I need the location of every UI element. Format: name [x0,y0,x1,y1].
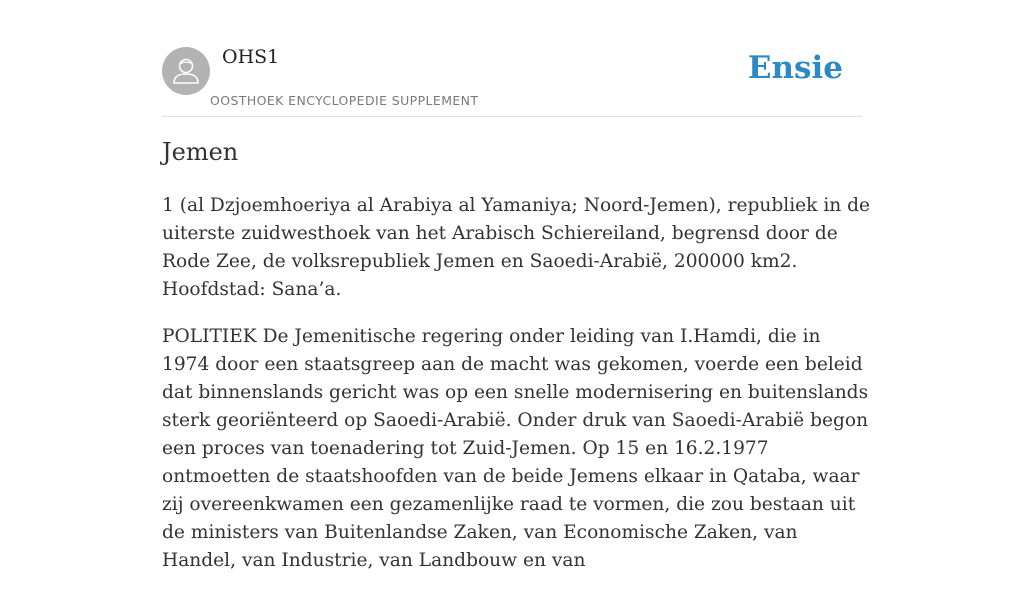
article-paragraph: POLITIEK De Jemenitische regering onder leiding van I.Hamdi, die in 1974 door een staatsgreep aan de macht was gekomen, voerde een beleid dat binnenslands gericht was op een snelle modernisering en buitenslands sterk georiënteerd op Saoedi-Arabië. Onder druk van Saoedi-Arabië begon een proces van toenadering tot Zuid-Jemen. Op 15 en 16.2.1977 ontmoetten de staatshoofden van de beide Jemens elkaar in Qataba, waar zij overeenkwamen een gezamenlijke raad te vormen, die zou bestaan uit de ministers van Buitenlandse Zaken, van Economische Zaken, van Handel, van Industrie, van Landbouw en van [162,326,869,571]
source-label[interactable]: OOSTHOEK ENCYCLOPEDIE SUPPLEMENT [210,93,479,108]
avatar[interactable] [162,47,210,95]
user-icon [162,47,210,95]
article-body [162,192,872,594]
ensie-logo[interactable]: Ensie [747,50,843,86]
author-name[interactable]: OHS1 [222,46,280,68]
article-paragraph: 1 (al Dzjoemhoeriya al Arabiya al Yamaniya; Noord-Jemen), republiek in de uiterste zuidwesthoek van het Arabisch Schiereiland, begrensd door de Rode Zee, de volksrepubliek Jemen en Saoedi-Arabië, 200000 km2. Hoofdstad: Sana’a. [162,195,871,300]
page-title: Jemen [162,138,239,166]
header [162,0,862,117]
